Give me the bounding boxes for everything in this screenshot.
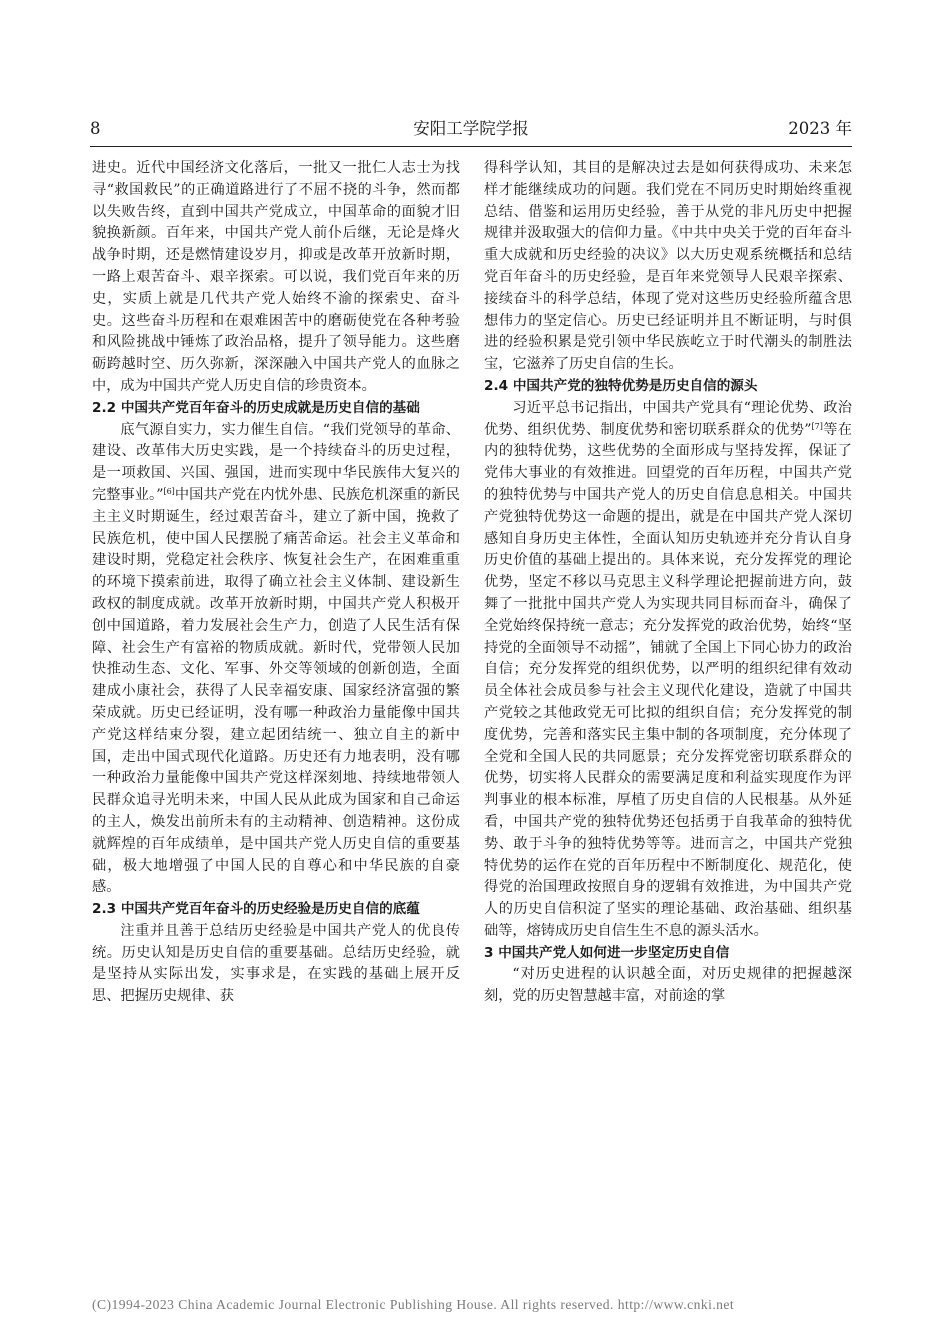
paragraph-text: 底气源自实力，实力催生自信。“我们党领导的革命、建设、改革伟大历史实践，是一个持续奋斗的历史过程，是一项救国、兴国、强国，进而实现中华民族伟大复兴的完整事业。” (92, 421, 460, 503)
page-number: 8 (90, 119, 101, 138)
paragraph (484, 398, 852, 943)
paragraph: 注重并且善于总结历史经验是中国共产党人的优良传统。历史认知是历史自信的重要基础。总结历史经验，就是坚持从实际出发，实事求是，在实践的基础上展开反思、把握历史规律、获 (92, 922, 460, 1005)
copyright-text: (C)1994-2023 China Academic Journal Electronic Publishing House. All rights reserved. (92, 1297, 614, 1312)
publication-year: 2023 年 (788, 119, 852, 138)
left-column (92, 158, 460, 1008)
paragraph: 进史。近代中国经济文化落后，一批又一批仁人志士为找寻“救国救民”的正确道路进行了不屈不挠的斗争，然而都以失败告终，直到中国共产党成立，中国革命的面貌才旧貌换新颜。百年来，中国共产党人前仆后继，无论是烽火战争时期，还是燃情建设岁月，抑或是改革开放新时期，一路上艰苦奋斗、艰辛探索。可以说，我们党百年来的历史，实质上就是几代共产党人始终不渝的探索史、奋斗史。这些奋斗历程和在艰难困苦中的磨砺使党在各种考验和风险挑战中锤炼了政治品格，提升了领导能力。这些磨砺跨越时空、历久弥新，深深融入中国共产党人的血脉之中，成为中国共产党人历史自信的珍贵资本。 (92, 160, 460, 394)
section-heading-2-2: 2.2 中国共产党百年奋斗的历史成就是历史自信的基础 (92, 399, 420, 416)
paragraph-text: 等在内的独特优势，这些优势的全面形成与坚持发挥，保证了党伟大事业的有效推进。回望党的百年历程，中国共产党的独特优势与中国共产党人的历史自信息息相关。中国共产党独特优势这一命题的提出，就是在中国共产党人深切感知自身历史主体性，全面认知历史轨迹并充分肯认自身历史价值的基础上提出的。具体来说，充分发挥党的理论优势，坚定不移以马克思主义科学理论把握前进方向，鼓舞了一批批中国共产党人为实现共同目标而奋斗，确保了全党始终保持统一意志；充分发挥党的政治优势，始终“坚持党的全面领导不动摇”，铺就了全国上下同心协力的政治自信；充分发挥党的组织优势，以严明的组织纪律有效动员全体社会成员参与社会主义现代化建设，造就了中国共产党较之其他政党无可比拟的组织自信；充分发挥党的制度优势，完善和落实民主集中制的各项制度，充分体现了全党和全国人民的共同愿景；充分发挥党密切联系群众的优势，切实将人民群众的需要满足度和利益实现度作为评判事业的根本标准，厚植了历史自信的人民根基。从外延看，中国共产党的独特优势还包括勇于自我革命的独特优势、敢于斗争的独特优势等等。进而言之，中国共产党独特优势的运作在党的百年历程中不断制度化、规范化，使得党的治国理政按照自身的逻辑有效推进，为中国共产党人的历史自信积淀了坚实的理论基础、政治基础、组织基础等，熔铸成历史自信生生不息的源头活水。 (484, 421, 852, 939)
paragraph: 得科学认知，其目的是解决过去是如何获得成功、未来怎样才能继续成功的问题。我们党在不同历史时期始终重视总结、借鉴和运用历史经验，善于从党的非凡历史中把握规律并汲取强大的信仰力量。《中共中央关于党的百年奋斗重大成就和历史经验的决议》以大历史观系统概括和总结党百年奋斗的历史经验，是百年来党领导人民艰辛探索、接续奋斗的科学总结，体现了党对这些历史经验所蕴含思想伟力的坚定信心。历史已经证明并且不断证明，与时俱进的经验积累是党引领中华民族屹立于时代潮头的制胜法宝，它滋养了历史自信的生长。 (484, 160, 852, 373)
section-heading-2-4: 2.4 中国共产党的独特优势是历史自信的源头 (484, 377, 758, 394)
paragraph (92, 420, 460, 900)
citation-ref[interactable]: [7] (811, 421, 823, 431)
cnki-link[interactable]: http://www.cnki.net (617, 1297, 735, 1312)
paragraph-text: 习近平总书记指出，中国共产党具有“理论优势、政治优势、组织优势、制度优势和密切联系群众的优势” (484, 399, 852, 438)
running-header (90, 118, 852, 144)
journal-title: 安阳工学院学报 (413, 119, 529, 138)
copyright-footer (92, 1296, 852, 1314)
right-column (484, 158, 852, 1008)
section-heading-3: 3 中国共产党人如何进一步坚定历史自信 (484, 944, 730, 961)
paragraph-text: 中国共产党在内忧外患、民族危机深重的新民主主义时期诞生，经过艰苦奋斗，建立了新中国，挽救了民族危机，使中国人民摆脱了痛苦命运。社会主义革命和建设时期，党稳定社会秩序、恢复社会生产，在困难重重的环境下摸索前进，取得了确立社会主义体制、建设新生政权的制度成就。改革开放新时期，中国共产党人积极开创中国道路，着力发展社会生产力，创造了人民生活有保障、社会生产有富裕的物质成就。新时代，党带领人民加快推动生态、文化、军事、外交等领域的创新创造，全面建成小康社会，获得了人民幸福安康、国家经济富强的繁荣成就。历史已经证明，没有哪一种政治力量能像中国共产党这样结束分裂，建立起团结统一、独立自主的新中国，走出中国式现代化道路。历史还有力地表明，没有哪一种政治力量能像中国共产党这样深刻地、持续地带领人民群众追寻光明未来，中国人民从此成为国家和自己命运的主人，焕发出前所未有的主动精神、创造精神。这份成就辉煌的百年成绩单，是中国共产党人历史自信的重要基础，极大地增强了中国人民的自尊心和中华民族的自豪感。 (92, 486, 460, 896)
citation-ref[interactable]: [6] (163, 486, 175, 496)
header-divider (90, 146, 852, 147)
section-heading-2-3: 2.3 中国共产党百年奋斗的历史经验是历史自信的底蕴 (92, 901, 420, 918)
paragraph: “对历史进程的认识越全面，对历史规律的把握越深刻，党的历史智慧越丰富，对前途的掌 (484, 966, 852, 1005)
